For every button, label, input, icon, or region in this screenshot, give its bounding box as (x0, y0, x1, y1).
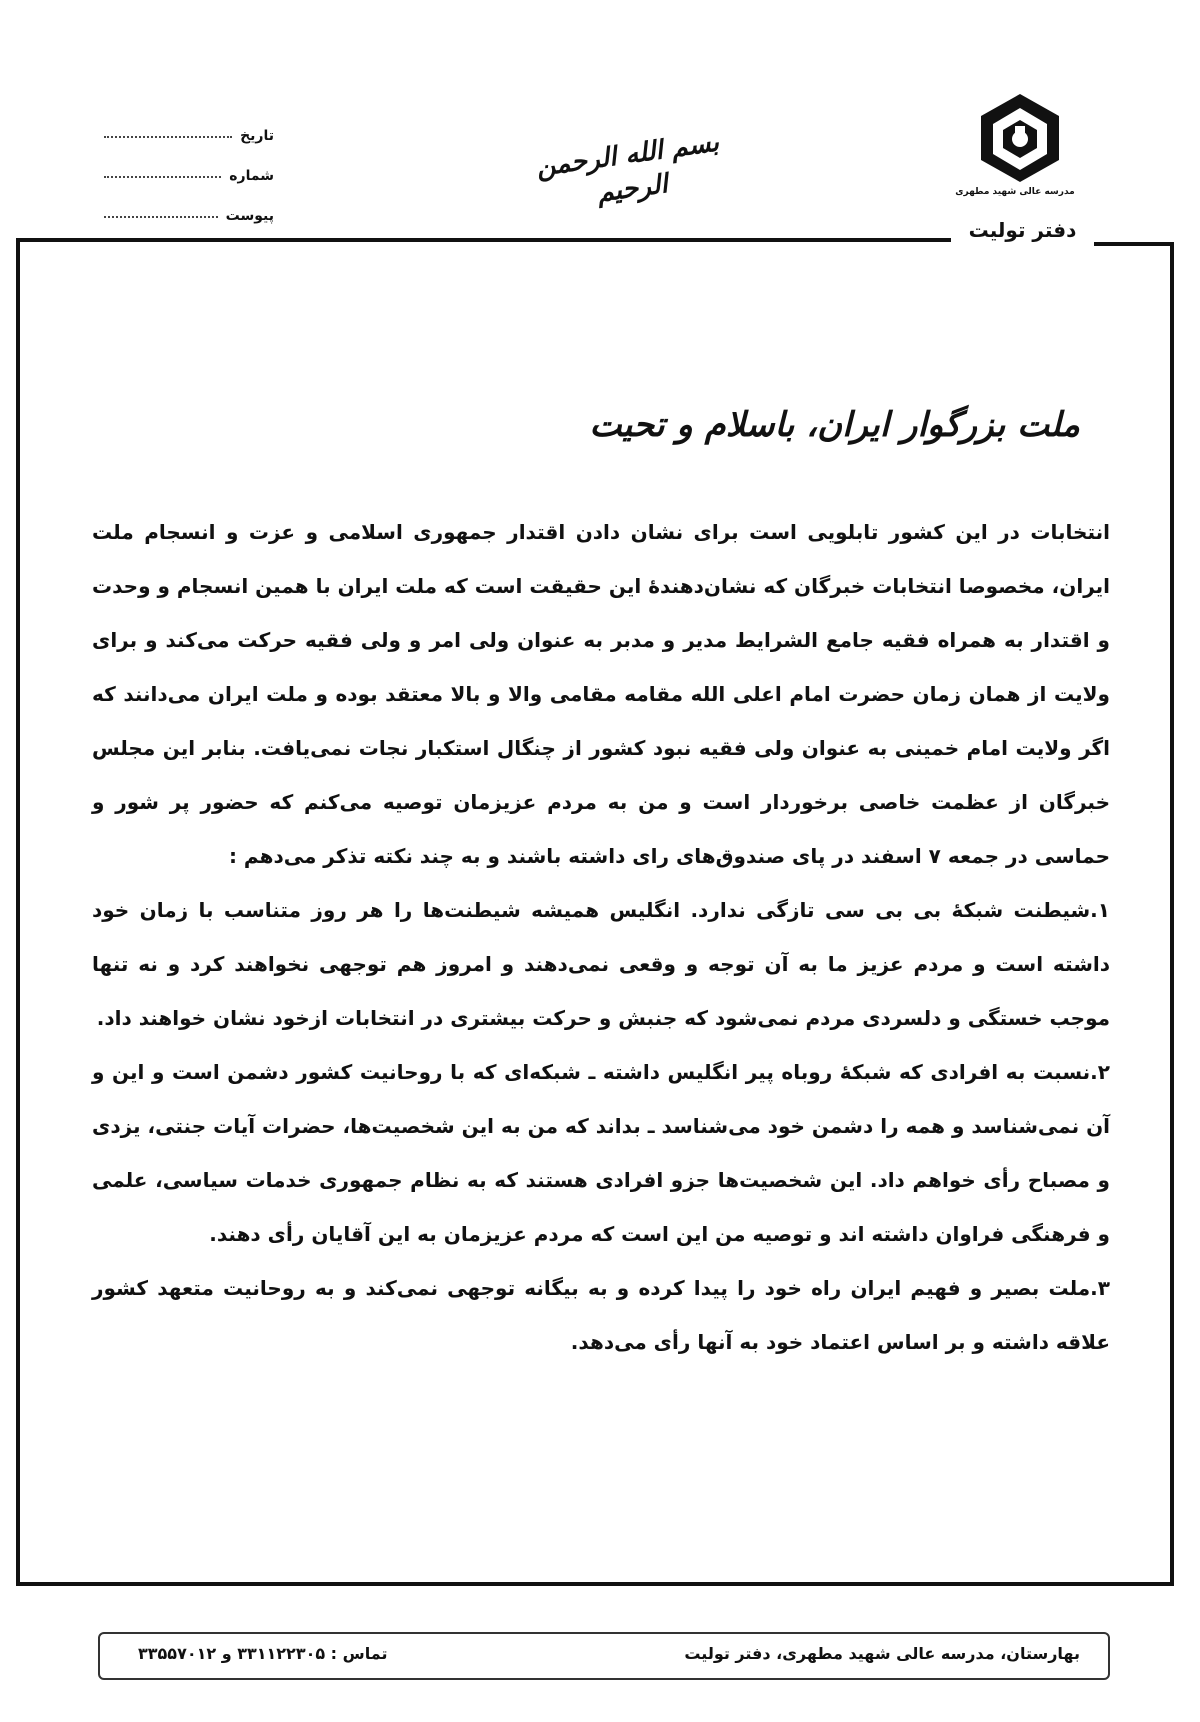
intro-paragraph: انتخابات در این کشور تابلویی است برای نشان دادن اقتدار جمهوری اسلامی و عزت و انسجام ملت ایران، مخصوصا انتخابات خبرگان که نشان‌دهندۀ این حقیقت است که ملت ایران با همین انسجام و وحدت و اقتدار به همراه فقیه جامع الشرایط مدیر و مدبر به عنوان ولی امر و ولی فقیه حرکت می‌کند و برای ولایت از همان زمان حضرت امام اعلی الله مقامه مقامی والا و بالا معتقد بوده و ملت ایران می‌دانند که اگر ولایت امام خمینی به عنوان ولی فقیه نبود کشور از چنگال استکبار نجات نمی‌یافت. بنابر این مجلس خبرگان از عظمت خاصی برخوردار است و من به مردم عزیزمان توصیه می‌کنم که حضور پر شور و حماسی در جمعه ۷ اسفند در پای صندوق‌های رای داشته باشند و به چند نکته تذکر می‌دهم : (92, 520, 1110, 868)
attachment-field (104, 184, 274, 224)
basmala-calligraphy (530, 120, 730, 240)
footer-box (98, 1632, 1110, 1680)
number-field (104, 144, 274, 184)
date-label: تاریخ (240, 128, 274, 144)
footer-contact: تماس : ۳۳۱۱۲۲۳۰۵ و ۳۳۵۵۷۰۱۲ (138, 1644, 388, 1663)
point-2-paragraph: ۲.نسبت به افرادی که شبکۀ روباه پیر انگلیس داشته ـ شبکه‌ای که با روحانیت کشور دشمن است و این و آن نمی‌شناسد و همه را دشمن خود می‌شناسد ـ بداند که من به این شخصیت‌ها، حضرات آیات جنتی، یزدی و مصباح رأی خواهم داد. این شخصیت‌ها جزو افرادی هستند که به نظام جمهوری خدمات سیاسی، علمی و فرهنگی فراوان داشته اند و توصیه من این است که مردم عزیزمان به این آقایان رأی دهند. (92, 1060, 1110, 1246)
frame-right-rule (1170, 242, 1174, 1586)
footer-address: بهارستان، مدرسه عالی شهید مطهری، دفتر تولیت (684, 1644, 1080, 1663)
point-1-paragraph: ۱.شیطنت شبکۀ بی بی سی تازگی ندارد. انگلیس همیشه شیطنت‌ها را هر روز متناسب با زمان خود داشته است و مردم عزیز ما به آن توجه و وقعی نمی‌دهند و امروز هم توجهی نخواهند کرد و نه تنها موجب خستگی و دلسردی مردم نمی‌شود که جنبش و حرکت بیشتری در انتخابات ازخود نشان خواهند داد. (92, 898, 1110, 1030)
frame-top-right-rule (1094, 242, 1174, 246)
date-line (104, 135, 232, 138)
attachment-line (104, 215, 218, 218)
letter-body (92, 505, 1110, 1369)
letter-fields (104, 104, 274, 224)
frame-bottom-rule (16, 1582, 1174, 1586)
date-field (104, 104, 274, 144)
point-3-paragraph: ۳.ملت بصیر و فهیم ایران راه خود را پیدا کرده و به بیگانه توجهی نمی‌کند و به روحانیت متعهد کشور علاقه داشته و بر اساس اعتماد خود به آنها رأی می‌دهد. (92, 1276, 1110, 1354)
logo-caption: مدرسه عالی شهید مطهری (955, 187, 1075, 197)
frame-left-rule (16, 238, 20, 1586)
salutation: ملت بزرگوار ایران، باسلام و تحیت (589, 405, 1080, 445)
basmala-text: بسم الله الرحمن الرحیم (534, 127, 721, 209)
institution-logo-icon (975, 90, 1065, 200)
frame-top-left-rule (16, 238, 951, 242)
attachment-label: پیوست (225, 208, 274, 224)
office-title: دفتر تولیت (968, 218, 1077, 242)
number-label: شماره (229, 168, 274, 184)
number-line (104, 175, 221, 178)
